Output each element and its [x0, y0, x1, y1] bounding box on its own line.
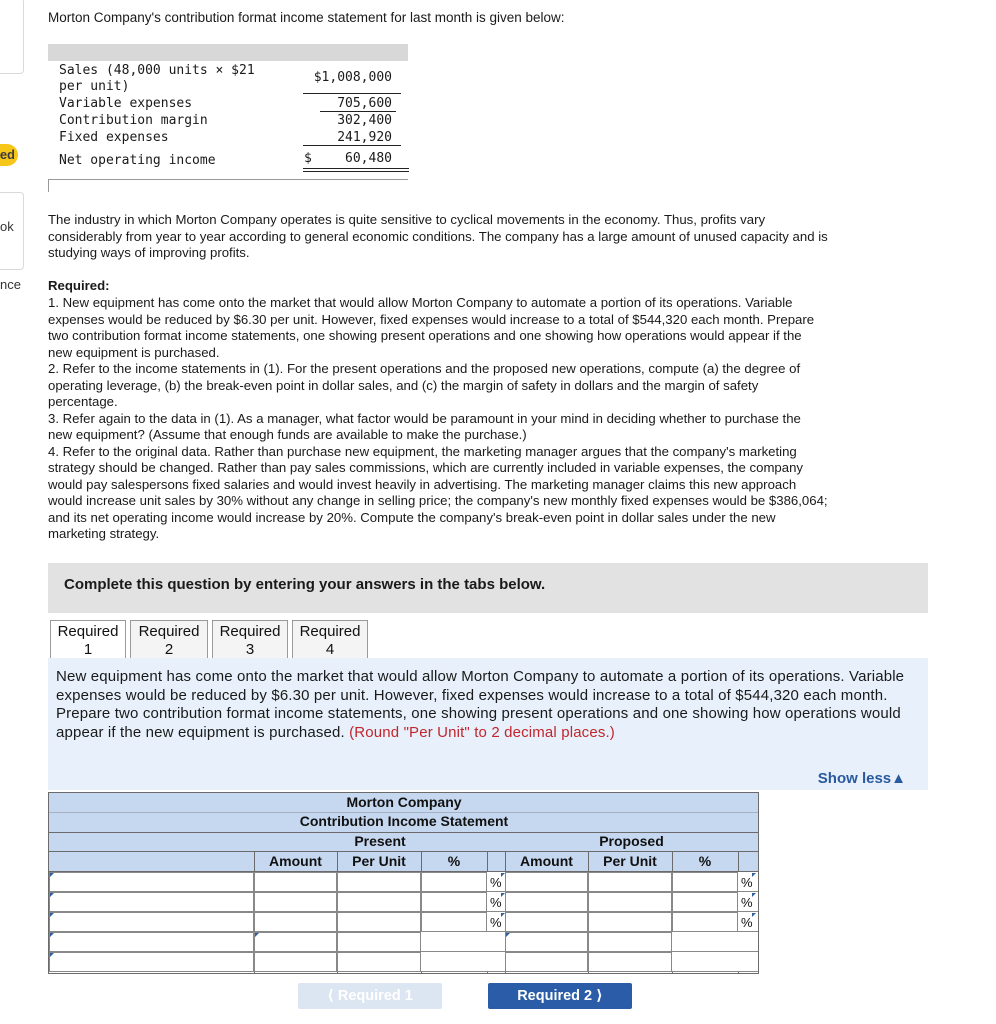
- row-label-input[interactable]: [49, 892, 254, 912]
- tab-required-3[interactable]: [212, 620, 288, 659]
- tab-number: 3: [245, 641, 255, 658]
- tab-label: Required: [138, 623, 200, 640]
- show-less-link[interactable]: Show less▲: [817, 770, 906, 787]
- tab-number: 2: [164, 641, 174, 658]
- dropdown-marker-icon: [506, 933, 510, 937]
- present-heading: Present: [354, 833, 406, 849]
- dropdown-marker-icon: [50, 913, 54, 917]
- perunit-input[interactable]: [337, 872, 421, 892]
- rounding-instruction: (Round "Per Unit" to 2 decimal places.): [349, 723, 615, 741]
- row-label-input[interactable]: [49, 932, 254, 952]
- pct-symbol: %: [490, 915, 502, 930]
- perunit-input[interactable]: [588, 912, 672, 932]
- question-body: New equipment has come onto the market that would allow Morton Company to automate a portion of its operations. Variable expenses would be reduced by $6.30 per unit. However, fixed expenses would increase to a total of $544,320 each month. Prepare two contribution format income statements, one showing present operations and one showing how operations would appear if the new equipment is purchased.: [56, 668, 905, 741]
- pct-input[interactable]: [421, 872, 487, 892]
- perunit-input[interactable]: [588, 932, 672, 952]
- net-operating-income-dollar: $: [304, 151, 312, 166]
- tab-label: Required: [57, 623, 119, 640]
- statement-left-rule: [48, 179, 49, 192]
- cell-marker-icon: [752, 893, 756, 897]
- row-label-input[interactable]: [49, 872, 254, 892]
- dropdown-marker-icon: [50, 953, 54, 957]
- empty-cell: [672, 932, 738, 952]
- dropdown-marker-icon: [50, 893, 54, 897]
- income-statement-worksheet: [48, 792, 759, 974]
- amount-input[interactable]: [254, 912, 337, 932]
- given-income-statement: [48, 44, 408, 192]
- fixed-expenses-label: Fixed expenses: [59, 130, 169, 145]
- intro-text: Morton Company's contribution format income statement for last month is given below:: [48, 10, 565, 25]
- sidebar-status-badge: ed: [0, 144, 18, 166]
- amount-input[interactable]: [505, 892, 588, 912]
- perunit-input[interactable]: [337, 892, 421, 912]
- statement-header-bar: [48, 44, 408, 61]
- pct-symbol: %: [741, 895, 753, 910]
- col-present-pct: %: [447, 853, 461, 869]
- perunit-input[interactable]: [337, 952, 421, 972]
- pct-symbol-cell: [487, 932, 505, 952]
- worksheet-title: Contribution Income Statement: [299, 813, 509, 829]
- pct-symbol: %: [490, 875, 502, 890]
- net-operating-income-amount: 60,480: [345, 151, 392, 166]
- contribution-margin-label: Contribution margin: [59, 113, 208, 128]
- amount-input[interactable]: [254, 892, 337, 912]
- context-paragraph: The industry in which Morton Company operates is quite sensitive to cyclical movements in the economy. Thus, profits vary considerably from year to year according to general economic conditions. The company has a large amount of unused capacity and is studying ways of improving profits.: [48, 212, 828, 260]
- pct-input[interactable]: [421, 912, 487, 932]
- cell-marker-icon: [501, 913, 505, 917]
- double-underline: [303, 171, 409, 172]
- amount-input[interactable]: [505, 932, 588, 952]
- pct-symbol: %: [741, 875, 753, 890]
- empty-cell: [421, 952, 487, 972]
- prev-required-button[interactable]: [298, 983, 442, 1009]
- dropdown-marker-icon: [255, 933, 259, 937]
- col-present-amount: Amount: [269, 853, 322, 869]
- empty-cell: [421, 932, 487, 952]
- pct-input[interactable]: [672, 912, 738, 932]
- statement-bottom-rule: [48, 179, 408, 180]
- cell-marker-icon: [501, 873, 505, 877]
- pct-input[interactable]: [672, 872, 738, 892]
- sales-amount: $1,008,000: [313, 70, 392, 85]
- question-panel: [48, 658, 928, 790]
- divider: [303, 145, 401, 146]
- amount-input[interactable]: [254, 932, 337, 952]
- border: [48, 973, 759, 974]
- tab-number: 4: [325, 641, 335, 658]
- divider: [49, 851, 758, 852]
- double-underline: [303, 168, 409, 169]
- pct-input[interactable]: [421, 892, 487, 912]
- empty-cell: [672, 952, 738, 972]
- pct-input[interactable]: [672, 892, 738, 912]
- instructions-banner: [48, 563, 928, 613]
- pct-symbol: %: [741, 915, 753, 930]
- variable-expenses-amount: 705,600: [337, 96, 392, 111]
- tab-label: Required: [219, 623, 281, 640]
- sidebar-card[interactable]: [0, 0, 24, 74]
- divider: [303, 93, 401, 94]
- pct-symbol: %: [490, 895, 502, 910]
- chevron-right-icon: ⟩: [596, 988, 603, 1004]
- sidebar-item-ok[interactable]: ok: [0, 219, 14, 234]
- tab-required-4[interactable]: [292, 620, 368, 659]
- variable-expenses-label: Variable expenses: [59, 96, 193, 111]
- col-proposed-pct: %: [698, 853, 712, 869]
- required-heading: Required:: [48, 278, 110, 293]
- col-proposed-per-unit: Per Unit: [603, 853, 657, 869]
- border: [758, 792, 759, 974]
- perunit-input[interactable]: [337, 932, 421, 952]
- required-instructions: 1. New equipment has come onto the market that would allow Morton Company to automate a portion of its operations. Variable expenses would be reduced by $6.30 per unit. However, fixed expenses would increase to a total of $544,320 each month. Prepare two contribution format income statements, one showing present operations and one showing how operations would appear if the new equipment is purchased. 2. Refer to the income statements in (1). For the present operations and the proposed new operations, compute (a) the degree of operating leverage, (b) the break-even point in dollar sales, and (c) the margin of safety in dollars and the margin of safety percentage. 3. Refer again to the data in (1). As a manager, what factor would be paramount in your mind in deciding whether to purchase the new equipment? (Assume that enough funds are available to make the purchase.) 4. Refer to the original data. Rather than purchase new equipment, the marketing manager argues that the company's marketing strategy should be changed. Rather than pay sales commissions, which are currently included in variable expenses, the company would pay salespersons fixed salaries and would invest heavily in advertising. The marketing manager claims this new approach would increase unit sales by 30% without any change in selling price; the company's new monthly fixed expenses would be $386,064; and its net operating income would increase by 20%. Compute the company's break-even point in dollar sales under the new marketing strategy.: [48, 295, 828, 541]
- next-button-label: Required 2: [517, 988, 593, 1004]
- proposed-heading: Proposed: [599, 833, 664, 849]
- sidebar-item-nce[interactable]: nce: [0, 277, 21, 292]
- next-required-button[interactable]: [488, 983, 632, 1009]
- col-proposed-amount: Amount: [520, 853, 573, 869]
- sales-label: Sales (48,000 units × $21: [59, 63, 255, 78]
- amount-input[interactable]: [505, 912, 588, 932]
- amount-input[interactable]: [254, 952, 337, 972]
- perunit-input[interactable]: [337, 912, 421, 932]
- dropdown-marker-icon: [50, 873, 54, 877]
- pct-symbol-cell: [487, 952, 505, 972]
- contribution-margin-amount: 302,400: [337, 113, 392, 128]
- pct-symbol-cell: [738, 952, 758, 972]
- prev-button-label: Required 1: [337, 988, 413, 1004]
- amount-input[interactable]: [505, 872, 588, 892]
- sales-label-cont: per unit): [59, 79, 130, 94]
- cell-marker-icon: [752, 913, 756, 917]
- amount-input[interactable]: [254, 872, 337, 892]
- cell-marker-icon: [501, 893, 505, 897]
- row-label-input[interactable]: [49, 952, 254, 972]
- dropdown-marker-icon: [50, 933, 54, 937]
- col-present-per-unit: Per Unit: [352, 853, 406, 869]
- tab-required-2[interactable]: [130, 620, 208, 659]
- fixed-expenses-amount: 241,920: [337, 130, 392, 145]
- chevron-left-icon: ⟨: [327, 988, 334, 1004]
- question-text: [56, 668, 916, 742]
- perunit-input[interactable]: [588, 872, 672, 892]
- net-operating-income-label: Net operating income: [59, 153, 216, 168]
- tab-required-1[interactable]: [50, 620, 126, 659]
- amount-input[interactable]: [505, 952, 588, 972]
- banner-text: Complete this question by entering your answers in the tabs below.: [64, 576, 546, 593]
- perunit-input[interactable]: [588, 952, 672, 972]
- perunit-input[interactable]: [588, 892, 672, 912]
- worksheet-company: Morton Company: [346, 794, 462, 810]
- cell-marker-icon: [752, 873, 756, 877]
- row-label-input[interactable]: [49, 912, 254, 932]
- tab-label: Required: [299, 623, 361, 640]
- tab-number: 1: [83, 641, 93, 658]
- pct-symbol-cell: [738, 932, 758, 952]
